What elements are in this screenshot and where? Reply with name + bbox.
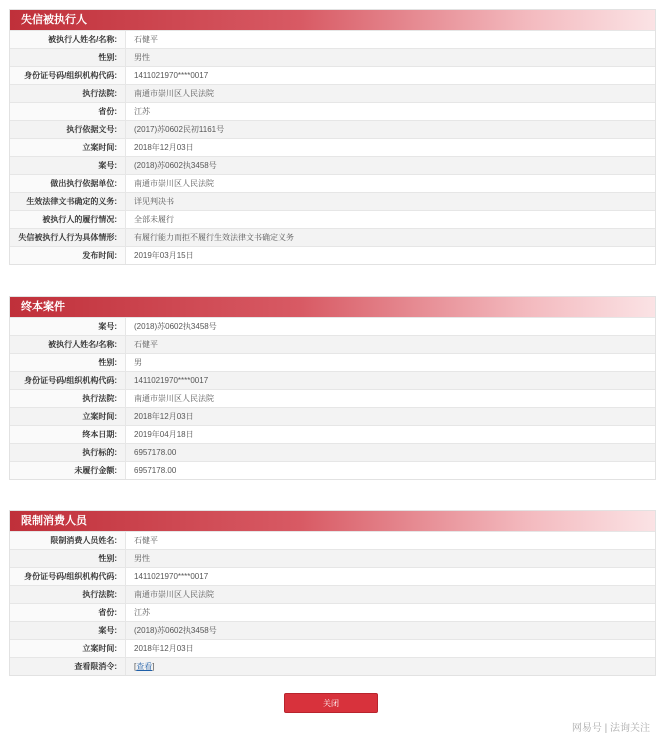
- field-value: 6957178.00: [126, 462, 656, 480]
- field-label: 身份证号码/组织机构代码:: [10, 67, 126, 85]
- field-label: 立案时间:: [10, 139, 126, 157]
- table-row: [10, 85, 655, 103]
- field-value: (2017)苏0602民初1161号: [126, 121, 656, 139]
- field-value: 男: [126, 354, 656, 372]
- table-row: [10, 157, 655, 175]
- field-label: 省份:: [10, 604, 126, 622]
- field-value: 2019年04月18日: [126, 426, 656, 444]
- table-row: [10, 568, 655, 586]
- field-label: 未履行金额:: [10, 462, 126, 480]
- field-value: (2018)苏0602执3458号: [126, 622, 656, 640]
- field-value: 2018年12月03日: [126, 139, 656, 157]
- table-row: [10, 336, 655, 354]
- field-label: 性别:: [10, 354, 126, 372]
- field-label: 失信被执行人行为具体情形:: [10, 229, 126, 247]
- field-value: 江苏: [126, 103, 656, 121]
- field-value: 男性: [126, 49, 656, 67]
- field-value: 2018年12月03日: [126, 408, 656, 426]
- field-value: 石健平: [126, 532, 656, 550]
- table-row: [10, 586, 655, 604]
- field-label: 案号:: [10, 622, 126, 640]
- table-row: [10, 67, 655, 85]
- table-row: [10, 49, 655, 67]
- field-label: 性别:: [10, 49, 126, 67]
- field-value: 1411021970****0017: [126, 67, 656, 85]
- field-label: 执行法院:: [10, 85, 126, 103]
- field-label: 做出执行依据单位:: [10, 175, 126, 193]
- table-row: [10, 532, 655, 550]
- restricted-consumption-section: [9, 510, 656, 676]
- table-row: [10, 318, 655, 336]
- table-row: [10, 193, 655, 211]
- field-value: 全部未履行: [126, 211, 656, 229]
- field-label: 立案时间:: [10, 408, 126, 426]
- table-row: [10, 658, 655, 676]
- table-row: [10, 175, 655, 193]
- field-value: 江苏: [126, 604, 656, 622]
- field-label: 执行依据文号:: [10, 121, 126, 139]
- table-row: [10, 354, 655, 372]
- field-label: 立案时间:: [10, 640, 126, 658]
- field-label: 性别:: [10, 550, 126, 568]
- field-label: 终本日期:: [10, 426, 126, 444]
- restricted-consumption-section-title: 限制消费人员: [10, 511, 655, 531]
- link-bracket: ]: [152, 662, 155, 671]
- field-label: 限制消费人员姓名:: [10, 532, 126, 550]
- field-value: (2018)苏0602执3458号: [126, 157, 656, 175]
- field-label: 案号:: [10, 318, 126, 336]
- field-value: 有履行能力而拒不履行生效法律文书确定义务: [126, 229, 656, 247]
- table-row: [10, 31, 655, 49]
- close-button[interactable]: 关闭: [284, 693, 378, 713]
- table-row: [10, 390, 655, 408]
- field-value: (2018)苏0602执3458号: [126, 318, 656, 336]
- dishonest-section: [9, 9, 656, 265]
- terminated-case-table: [10, 317, 655, 479]
- table-row: [10, 550, 655, 568]
- view-restriction-order-link[interactable]: 查看: [136, 662, 153, 671]
- table-row: [10, 211, 655, 229]
- field-value: 南通市崇川区人民法院: [126, 85, 656, 103]
- field-value: 2019年03月15日: [126, 247, 656, 265]
- field-label: 案号:: [10, 157, 126, 175]
- field-value: 2018年12月03日: [126, 640, 656, 658]
- dishonest-section-title: 失信被执行人: [10, 10, 655, 30]
- table-row: [10, 604, 655, 622]
- field-label: 发布时间:: [10, 247, 126, 265]
- field-value: 石健平: [126, 31, 656, 49]
- field-value: 男性: [126, 550, 656, 568]
- field-value: 详见判决书: [126, 193, 656, 211]
- field-value: 南通市崇川区人民法院: [126, 175, 656, 193]
- link-bracket: [: [134, 662, 137, 671]
- field-value: 石健平: [126, 336, 656, 354]
- field-label: 查看限消令:: [10, 658, 126, 676]
- table-row: [10, 372, 655, 390]
- field-value: 南通市崇川区人民法院: [126, 390, 656, 408]
- table-row: [10, 247, 655, 265]
- table-row: [10, 622, 655, 640]
- field-value: 1411021970****0017: [126, 372, 656, 390]
- dishonest-table: [10, 30, 655, 264]
- field-label: 生效法律文书确定的义务:: [10, 193, 126, 211]
- table-row: [10, 408, 655, 426]
- field-label: 执行法院:: [10, 390, 126, 408]
- field-label: 身份证号码/组织机构代码:: [10, 372, 126, 390]
- table-row: [10, 229, 655, 247]
- terminated-case-section-title: 终本案件: [10, 297, 655, 317]
- field-value: 6957178.00: [126, 444, 656, 462]
- table-row: [10, 426, 655, 444]
- terminated-case-section: [9, 296, 656, 480]
- field-label: 被执行人姓名/名称:: [10, 336, 126, 354]
- field-label: 被执行人姓名/名称:: [10, 31, 126, 49]
- field-value: 南通市崇川区人民法院: [126, 586, 656, 604]
- restricted-consumption-table: [10, 531, 655, 675]
- field-label: 执行法院:: [10, 586, 126, 604]
- field-value: [126, 658, 656, 676]
- field-label: 身份证号码/组织机构代码:: [10, 568, 126, 586]
- table-row: [10, 103, 655, 121]
- watermark-text: 网易号 | 法询关注: [571, 723, 650, 734]
- field-label: 执行标的:: [10, 444, 126, 462]
- table-row: [10, 462, 655, 480]
- table-row: [10, 121, 655, 139]
- field-label: 省份:: [10, 103, 126, 121]
- table-row: [10, 139, 655, 157]
- table-row: [10, 640, 655, 658]
- field-value: 1411021970****0017: [126, 568, 656, 586]
- field-label: 被执行人的履行情况:: [10, 211, 126, 229]
- table-row: [10, 444, 655, 462]
